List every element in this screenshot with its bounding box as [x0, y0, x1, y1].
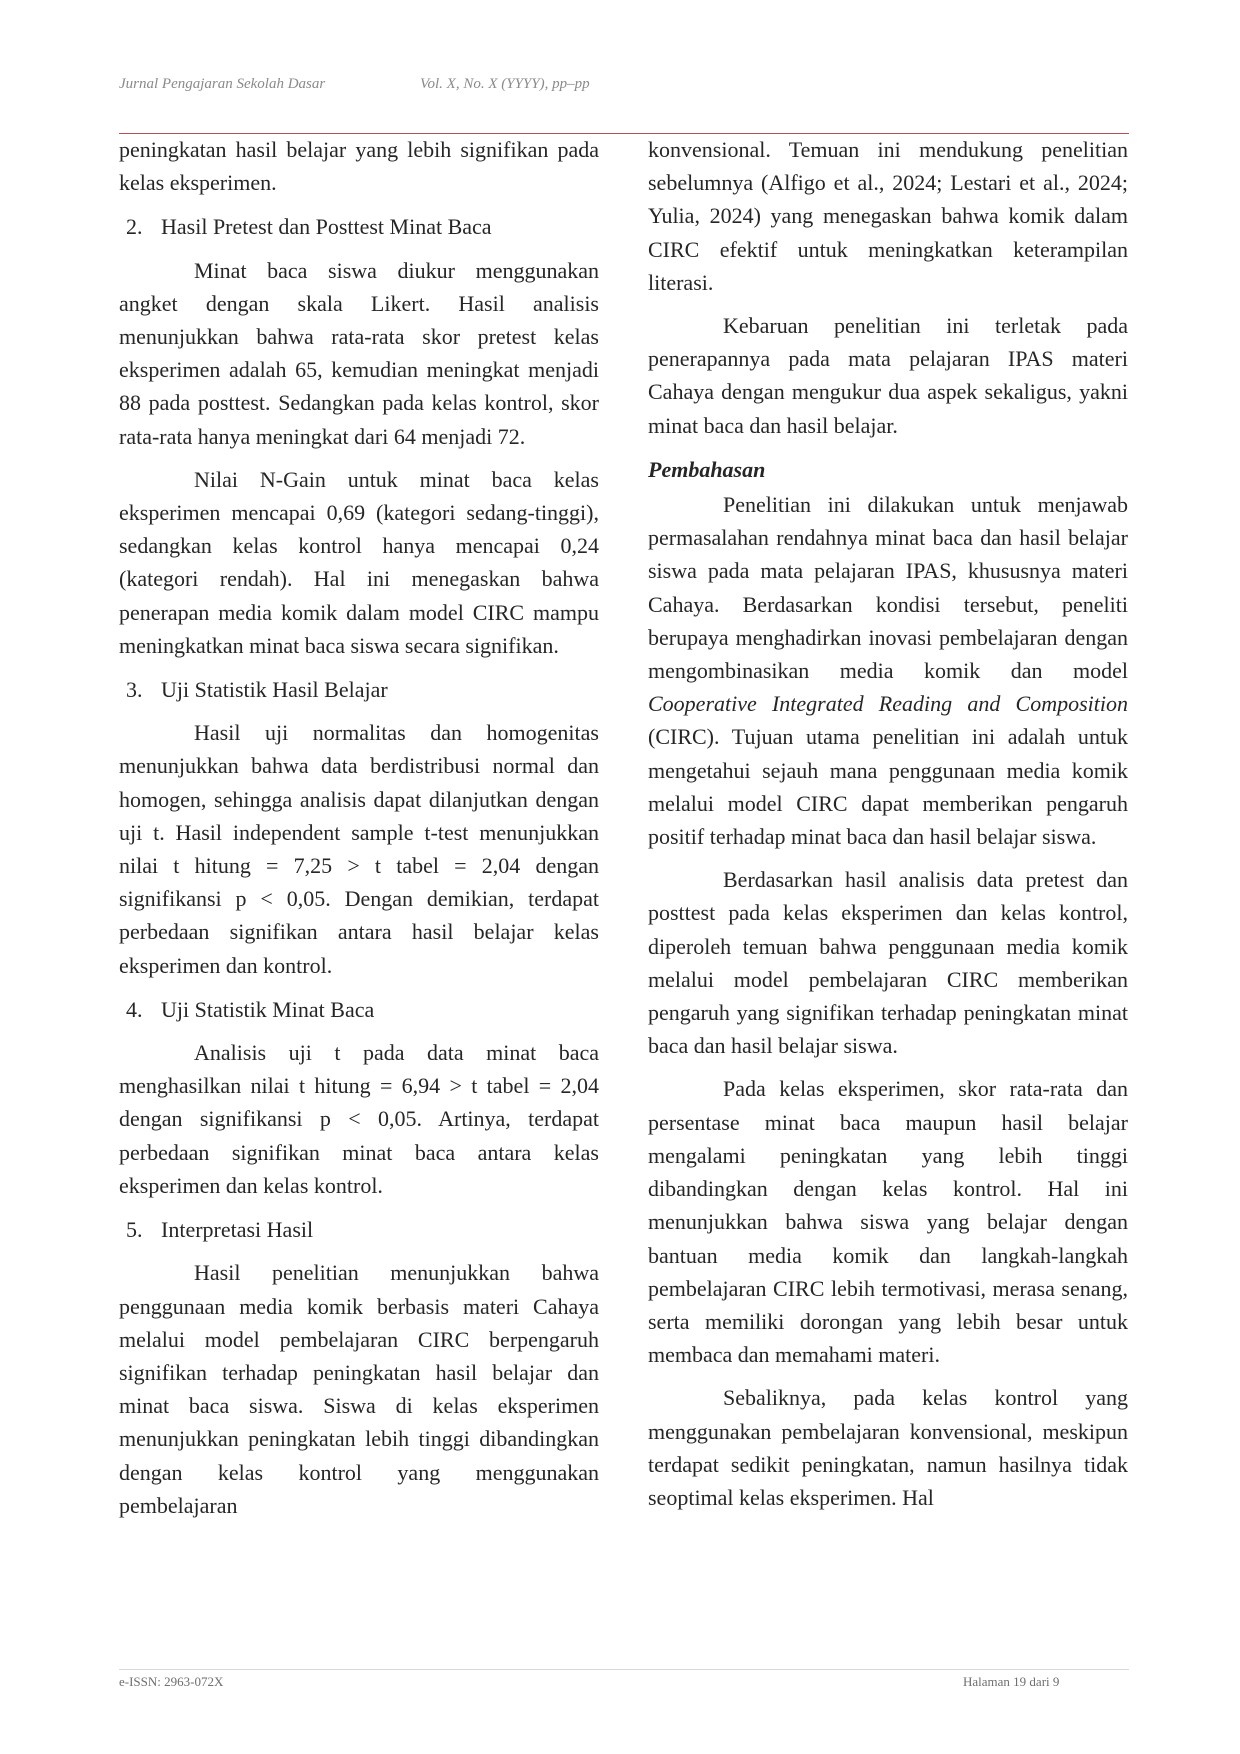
paragraph: Pada kelas eksperimen, skor rata-rata dan persentase minat baca maupun hasil belajar mengalami peningkatan yang lebih tinggi dibandingkan dengan kelas kontrol. Hal ini menunjukkan bahwa siswa yang belajar dengan bantuan media komik dan langkah-langkah pembelajaran CIRC lebih termotivasi, merasa senang, serta memiliki dorongan yang lebih besar untuk membaca dan memahami materi.	[648, 1076, 1128, 1368]
subheading-uji-minat-baca	[119, 993, 599, 1026]
subheading-number: 3.	[126, 677, 143, 703]
paragraph: Sebaliknya, pada kelas kontrol yang menggunakan pembelajaran konvensional, meskipun terdapat sedikit peningkatan, namun hasilnya tidak seoptimal kelas eksperimen. Hal	[648, 1385, 1128, 1510]
subheading-text: Interpretasi Hasil	[161, 1217, 314, 1243]
text-run: (CIRC). Tujuan utama penelitian ini adalah untuk mengetahui sejauh mana penggunaan media komik melalui model CIRC dapat memberikan pengaruh positif terhadap minat baca dan hasil belajar siswa.	[648, 724, 1128, 850]
paragraph: Kebaruan penelitian ini terletak pada penerapannya pada mata pelajaran IPAS materi Cahaya dengan mengukur dua aspek sekaligus, yakni minat baca dan hasil belajar.	[648, 313, 1128, 438]
subheading-text: Hasil Pretest dan Posttest Minat Baca	[161, 214, 492, 240]
section-heading-pembahasan: Pembahasan	[648, 456, 766, 482]
paragraph: Analisis uji t pada data minat baca menghasilkan nilai t hitung = 6,94 > t tabel = 2,04 dengan signifikansi p < 0,05. Artinya, terdapat perbedaan signifikan minat baca antara kelas eksperimen dan kelas kontrol.	[119, 1040, 599, 1198]
paragraph: Nilai N-Gain untuk minat baca kelas eksperimen mencapai 0,69 (kategori sedang-tinggi), sedangkan kelas kontrol hanya mencapai 0,24 (kategori rendah). Hal ini menegaskan bahwa penerapan media komik dalam model CIRC mampu meningkatkan minat baca siswa secara signifikan.	[119, 466, 599, 658]
paragraph: Minat baca siswa diukur menggunakan angket dengan skala Likert. Hasil analisis menunjukkan bahwa rata-rata skor pretest kelas eksperimen adalah 65, kemudian meningkat menjadi 88 pada posttest. Sedangkan pada kelas kontrol, skor rata-rata hanya meningkat dari 64 menjadi 72.	[119, 257, 599, 449]
paragraph: Hasil uji normalitas dan homogenitas menunjukkan bahwa data berdistribusi normal dan homogen, sehingga analisis dapat dilanjutkan dengan uji t. Hasil independent sample t-test menunjukkan nilai t hitung = 7,25 > t tabel = 2,04 dengan signifikansi p < 0,05. Dengan demikian, terdapat perbedaan signifikan antara hasil belajar kelas eksperimen dan kontrol.	[119, 720, 599, 978]
footer-page-number: Halaman 19 dari 9	[963, 1674, 1060, 1689]
subheading-pretest-posttest	[119, 210, 599, 243]
subheading-interpretasi	[119, 1213, 599, 1246]
paragraph: Hasil penelitian menunjukkan bahwa penggunaan media komik berbasis materi Cahaya melalui model pembelajaran CIRC berpengaruh signifikan terhadap peningkatan hasil belajar dan minat baca siswa. Siswa di kelas eksperimen menunjukkan peningkatan lebih tinggi dibandingkan dengan kelas kontrol yang menggunakan pembelajaran	[119, 1260, 599, 1518]
subheading-text: Uji Statistik Minat Baca	[161, 996, 375, 1022]
subheading-number: 5.	[126, 1217, 143, 1243]
paragraph	[648, 488, 1128, 853]
subheading-text: Uji Statistik Hasil Belajar	[161, 677, 388, 703]
running-head-volume: Vol. X, No. X (YYYY), pp–pp	[420, 76, 590, 92]
right-column	[648, 133, 1128, 1514]
paragraph: peningkatan hasil belajar yang lebih signifikan pada kelas eksperimen.	[119, 137, 599, 196]
footer-rule	[119, 1669, 1129, 1670]
subheading-number: 4.	[126, 996, 143, 1022]
subheading-number: 2.	[126, 214, 143, 240]
footer-issn: e-ISSN: 2963-072X	[119, 1674, 224, 1689]
paragraph: konvensional. Temuan ini mendukung penelitian sebelumnya (Alfigo et al., 2024; Lestari et al., 2024; Yulia, 2024) yang menegaskan bahwa komik dalam CIRC efektif untuk meningkatkan keterampilan literasi.	[648, 137, 1128, 295]
text-run: Penelitian ini dilakukan untuk menjawab permasalahan rendahnya minat baca dan hasil belajar siswa pada mata pelajaran IPAS, khususnya materi Cahaya. Berdasarkan kondisi tersebut, peneliti berupaya menghadirkan inovasi pembelajaran dengan mengombinasikan media komik dan model	[648, 492, 1128, 684]
subheading-uji-hasil-belajar	[119, 673, 599, 706]
italic-term: Cooperative Integrated Reading and Composition	[648, 691, 1128, 717]
left-column	[119, 133, 599, 1522]
running-head-journal: Jurnal Pengajaran Sekolah Dasar	[119, 76, 326, 92]
paragraph: Berdasarkan hasil analisis data pretest dan posttest pada kelas eksperimen dan kelas kontrol, diperoleh temuan bahwa penggunaan media komik melalui model pembelajaran CIRC memberikan pengaruh yang signifikan terhadap peningkatan minat baca dan hasil belajar siswa.	[648, 867, 1128, 1059]
